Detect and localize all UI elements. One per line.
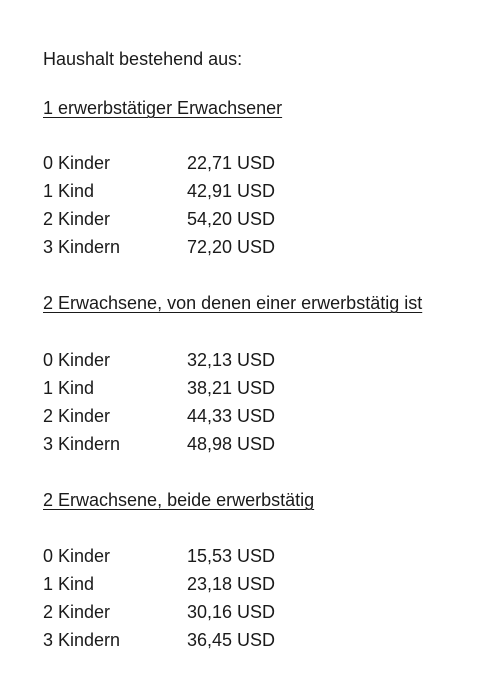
row-value: 30,16 USD [187, 602, 276, 622]
table-row [43, 433, 463, 455]
row-value: 72,20 USD [187, 237, 276, 257]
row-label: 0 Kinder [43, 546, 111, 566]
row-label: 1 Kind [43, 181, 95, 201]
row-value: 48,98 USD [187, 434, 276, 454]
row-label: 1 Kind [43, 574, 95, 594]
row-label: 3 Kindern [43, 630, 121, 650]
row-value: 36,45 USD [187, 630, 276, 650]
table-row [43, 152, 463, 174]
table-row [43, 545, 463, 567]
table-row [43, 405, 463, 427]
row-label: 2 Kinder [43, 406, 111, 426]
row-value: 42,91 USD [187, 181, 276, 201]
row-value: 44,33 USD [187, 406, 276, 426]
table-row [43, 573, 463, 595]
row-label: 1 Kind [43, 378, 95, 398]
row-value: 32,13 USD [187, 350, 276, 370]
row-value: 23,18 USD [187, 574, 276, 594]
row-value: 38,21 USD [187, 378, 276, 398]
row-label: 2 Kinder [43, 602, 111, 622]
section-heading-dual-earner-couple: 2 Erwachsene, beide erwerbstätig [43, 490, 315, 510]
row-value: 15,53 USD [187, 546, 276, 566]
row-label: 0 Kinder [43, 153, 111, 173]
table-row [43, 349, 463, 371]
row-value: 54,20 USD [187, 209, 276, 229]
row-label: 0 Kinder [43, 350, 111, 370]
table-row [43, 180, 463, 202]
row-label: 3 Kindern [43, 237, 121, 257]
table-row [43, 377, 463, 399]
table-row [43, 601, 463, 623]
section-heading-one-earner-couple: 2 Erwachsene, von denen einer erwerbstätig ist [43, 293, 423, 313]
row-label: 3 Kindern [43, 434, 121, 454]
table-row [43, 208, 463, 230]
row-label: 2 Kinder [43, 209, 111, 229]
row-value: 22,71 USD [187, 153, 276, 173]
section-heading-single-earner: 1 erwerbstätiger Erwachsener [43, 98, 283, 118]
table-row [43, 236, 463, 258]
table-row [43, 629, 463, 651]
intro-text: Haushalt bestehend aus: [43, 49, 243, 69]
